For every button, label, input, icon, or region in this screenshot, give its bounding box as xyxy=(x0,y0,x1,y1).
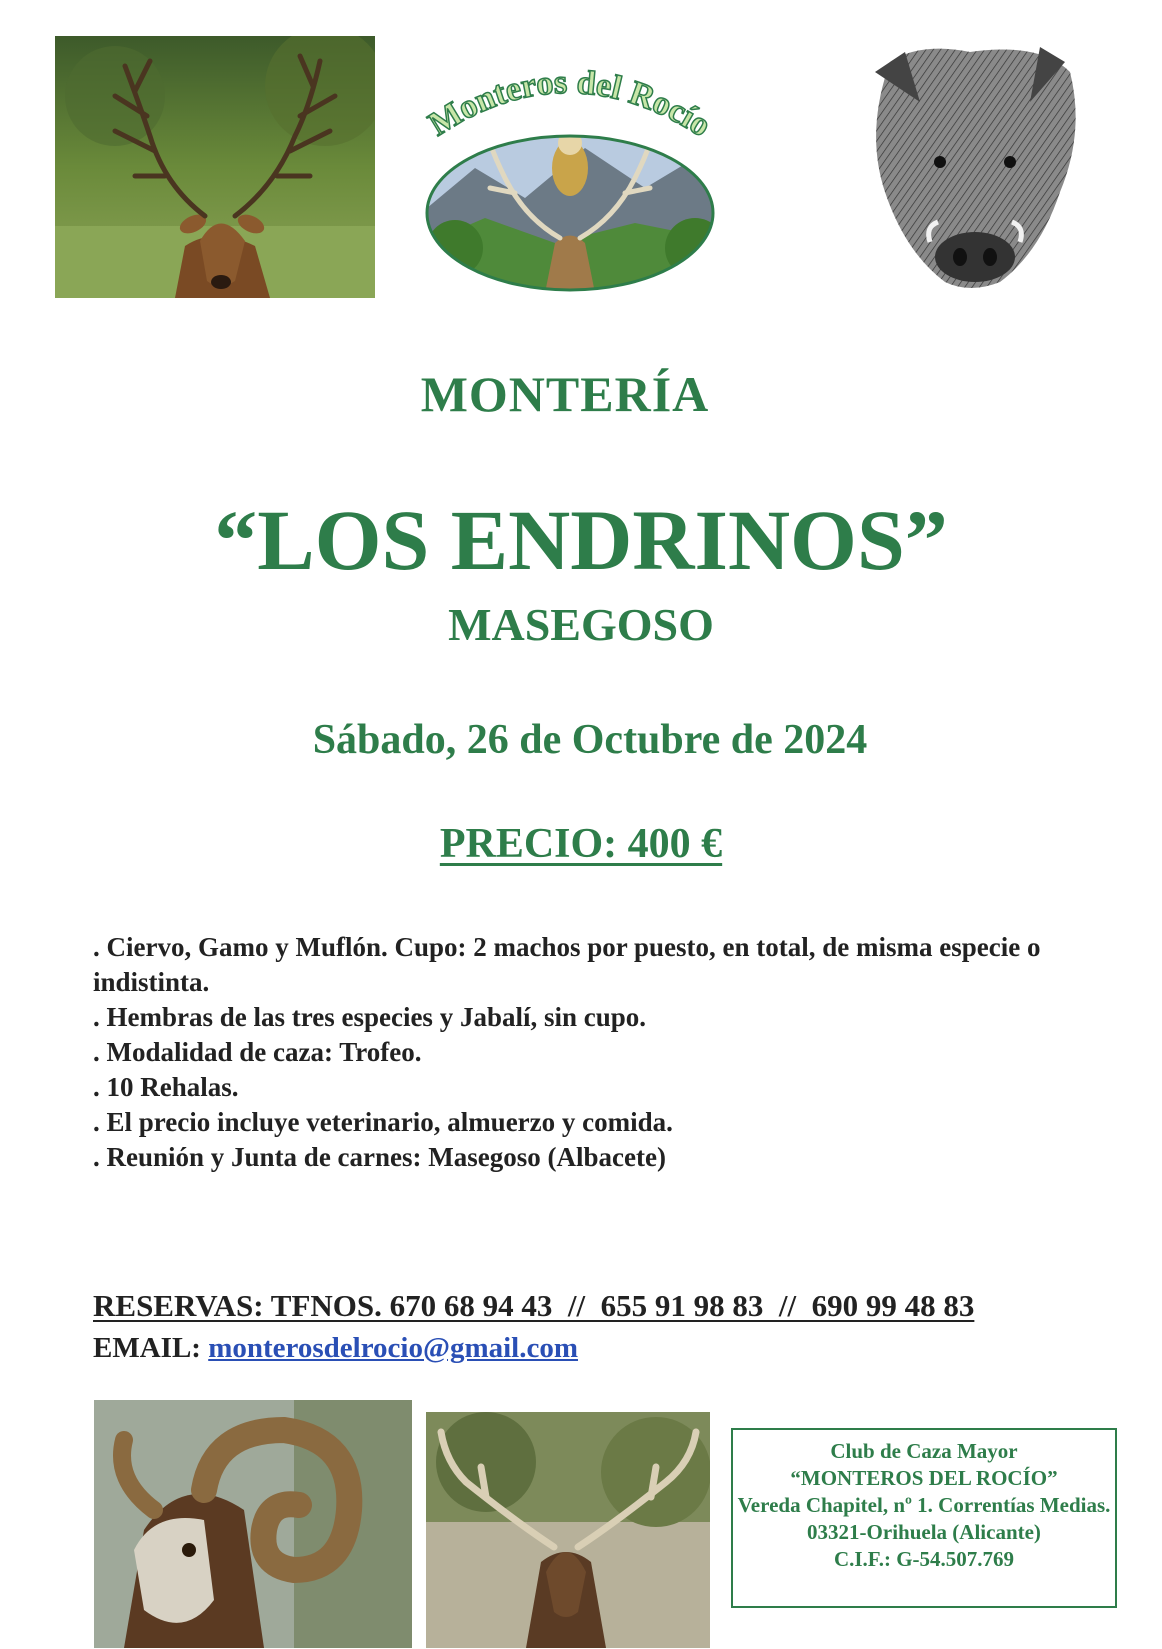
club-address: Vereda Chapitel, nº 1. Correntías Medias. xyxy=(737,1493,1111,1517)
event-date: Sábado, 26 de Octubre de 2024 xyxy=(312,717,868,763)
detail-item: . 10 Rehalas. xyxy=(93,1072,239,1102)
club-type: Club de Caza Mayor xyxy=(830,1439,1018,1463)
mouflon-photo xyxy=(94,1400,412,1648)
event-location: MASEGOSO xyxy=(448,599,714,650)
monteros-del-rocio-logo xyxy=(395,48,755,293)
club-name: “MONTEROS DEL ROCÍO” xyxy=(790,1466,1058,1490)
event-price xyxy=(0,820,1162,868)
email-row xyxy=(93,1332,578,1365)
detail-item: . Modalidad de caza: Trofeo. xyxy=(93,1037,422,1067)
wild-boar-drawing xyxy=(850,32,1090,302)
red-deer-stag-photo xyxy=(55,36,375,298)
club-city: 03321-Orihuela (Alicante) xyxy=(807,1520,1041,1544)
event-name: “LOS ENDRINOS” xyxy=(214,492,948,588)
club-info-box xyxy=(731,1428,1117,1608)
detail-item: . Ciervo, Gamo y Muflón. Cupo: 2 machos por puesto, en total, de misma especie o indistinta. xyxy=(93,932,1041,997)
price-text: PRECIO: 400 € xyxy=(439,821,723,867)
detail-item: . El precio incluye veterinario, almuerzo y comida. xyxy=(93,1107,673,1137)
fallow-deer-photo xyxy=(426,1412,710,1648)
details-list xyxy=(93,930,1093,1175)
email-link[interactable]: monterosdelrocio@gmail.com xyxy=(208,1332,579,1364)
detail-item: . Hembras de las tres especies y Jabalí, sin cupo. xyxy=(93,1002,646,1032)
email-label: EMAIL: xyxy=(93,1332,209,1364)
detail-item: . Reunión y Junta de carnes: Masegoso (Albacete) xyxy=(93,1142,666,1172)
club-cif: C.I.F.: G-54.507.769 xyxy=(833,1547,1015,1571)
reservation-phones: RESERVAS: TFNOS. 670 68 94 43 // 655 91 98 83 // 690 99 48 83 xyxy=(93,1288,975,1323)
page-heading: MONTERÍA xyxy=(420,366,710,422)
svg-text:Monteros del Rocío: Monteros del Rocío xyxy=(422,63,718,145)
